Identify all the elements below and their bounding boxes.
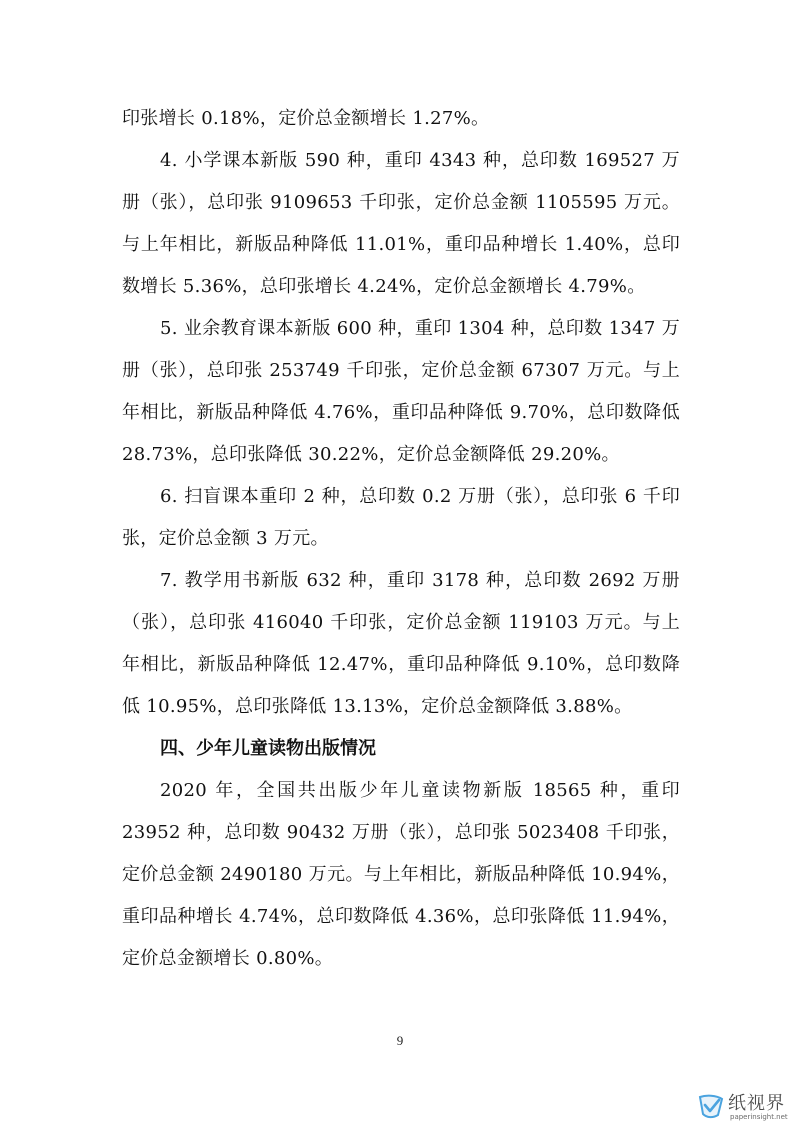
watermark: [694, 1087, 794, 1127]
paragraph-primary-textbooks: 4. 小学课本新版 590 种，重印 4343 种，总印数 169527 万册（张），总印张 9109653 千印张，定价总金额 1105595 万元。与上年相比，新版品种降低 11.01%，重印品种增长 1.40%，总印数增长 5.36%，总印张增长 4.24%，定价总金额增长 4.79%。: [122, 150, 680, 297]
paragraph-literacy-textbooks: 6. 扫盲课本重印 2 种，总印数 0.2 万册（张），总印张 6 千印张，定价总金额 3 万元。: [122, 486, 680, 549]
paragraph-adult-education-textbooks: 5. 业余教育课本新版 600 种，重印 1304 种，总印数 1347 万册（张），总印张 253749 千印张，定价总金额 67307 万元。与上年相比，新版品种降低 4.76%，重印品种降低 9.70%，总印数降低 28.73%，总印张降低 30.22%，定价总金额降低 29.20%。: [122, 318, 680, 465]
page-number: 9: [396, 1033, 404, 1048]
paperinsight-logo-icon: [696, 1091, 726, 1121]
paragraph-continuation: 印张增长 0.18%，定价总金额增长 1.27%。: [122, 108, 490, 129]
paragraph-teaching-books: 7. 教学用书新版 632 种，重印 3178 种，总印数 2692 万册（张），总印张 416040 千印张，定价总金额 119103 万元。与上年相比，新版品种降低 12.47%，重印品种降低 9.10%，总印数降低 10.95%，总印张降低 13.13%，定价总金额降低 3.88%。: [122, 570, 680, 717]
section-heading: 四、少年儿童读物出版情况: [160, 738, 376, 759]
body-text: [122, 98, 680, 980]
watermark-site: paperinsight.net: [730, 1113, 788, 1121]
paragraph-children-books: 2020 年，全国共出版少年儿童读物新版 18565 种，重印 23952 种，总印数 90432 万册（张），总印张 5023408 千印张，定价总金额 2490180 万元。与上年相比，新版品种降低 10.94%，重印品种增长 4.74%，总印数降低 4.36%，总印张降低 11.94%，定价总金额增长 0.80%。: [122, 780, 680, 969]
watermark-brand: 纸视界: [728, 1093, 785, 1114]
